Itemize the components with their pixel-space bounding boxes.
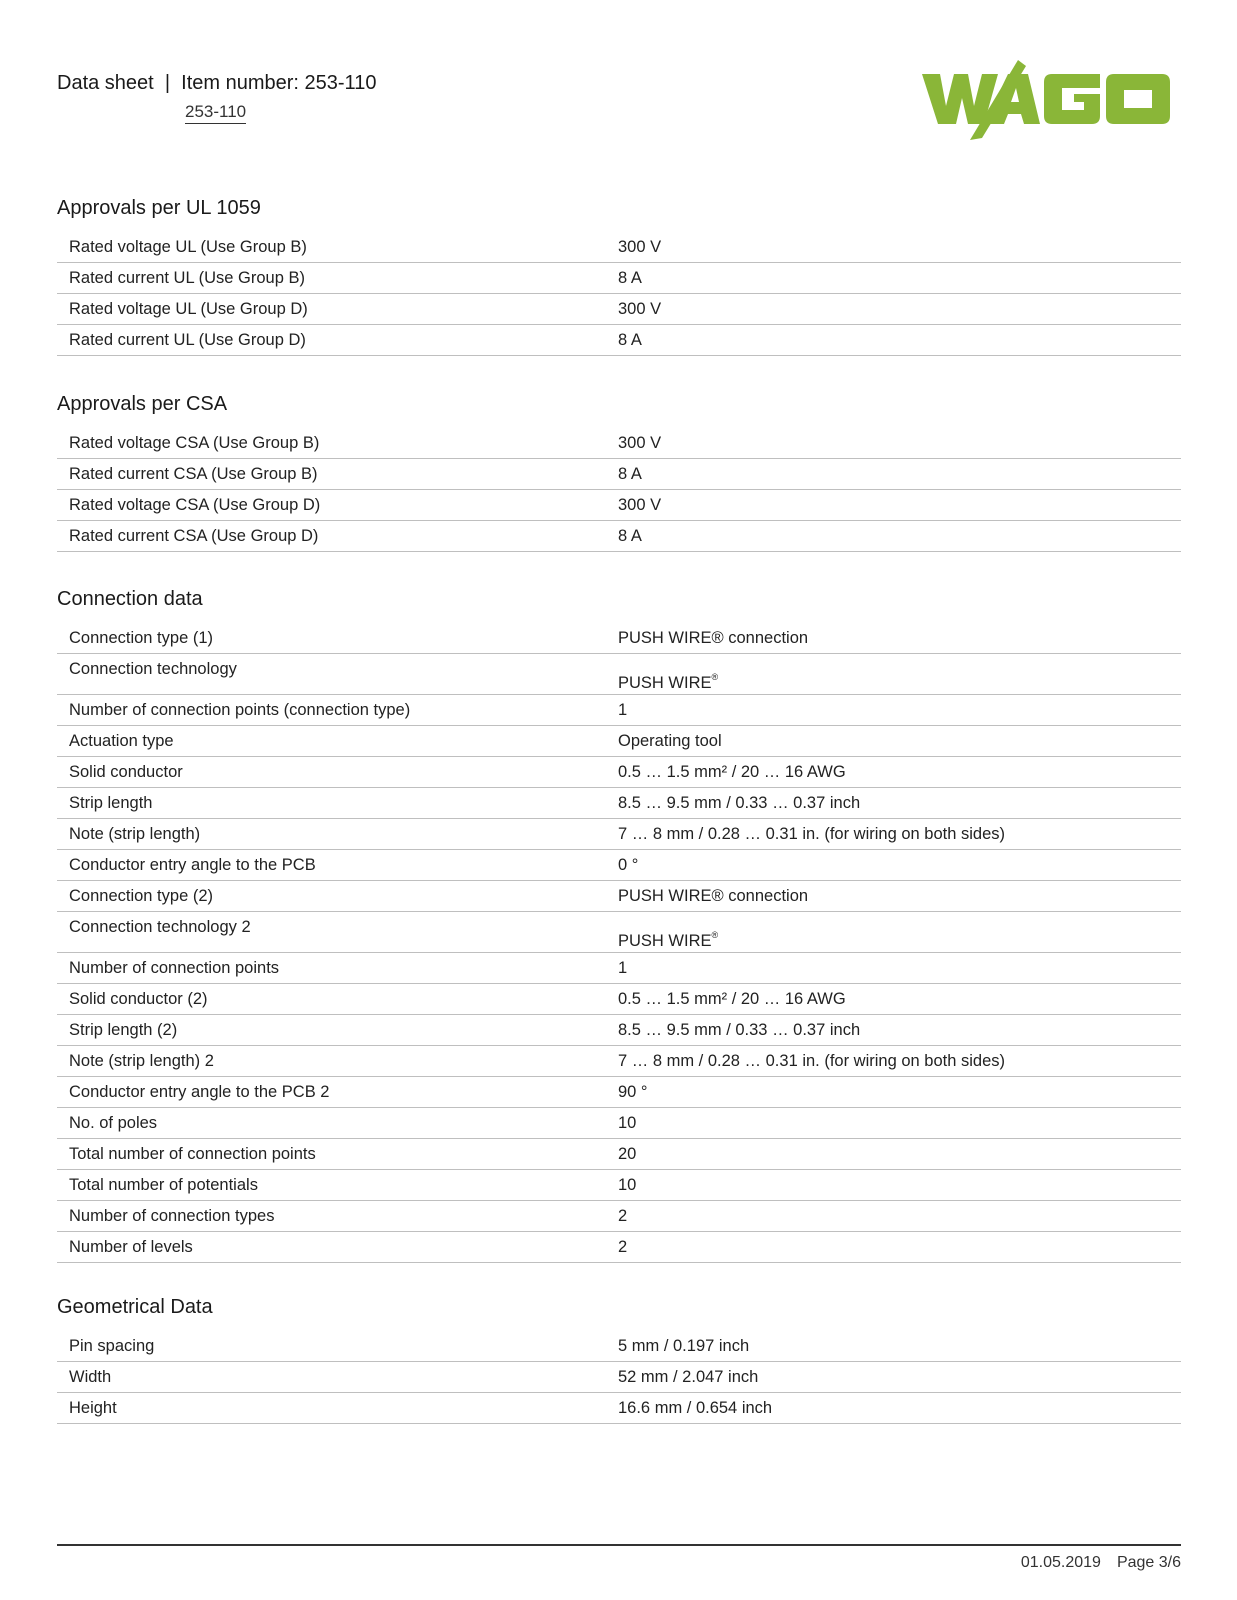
table-row — [57, 1393, 1181, 1424]
section-title: Connection data — [57, 588, 203, 610]
row-label: Connection technology 2 — [69, 918, 251, 936]
row-value: 300 V — [618, 496, 662, 514]
spec-table — [57, 232, 1181, 356]
page-footer — [1021, 1554, 1181, 1572]
section-geometrical-data — [57, 1289, 1181, 1424]
row-label: Rated voltage UL (Use Group D) — [69, 300, 308, 318]
value-text: PUSH WIRE — [618, 674, 712, 692]
row-label: Height — [69, 1399, 117, 1417]
row-value: 7 … 8 mm / 0.28 … 0.31 in. (for wiring on both sides) — [618, 1052, 1006, 1070]
section-title: Geometrical Data — [57, 1296, 213, 1318]
row-label: Number of connection types — [69, 1207, 275, 1225]
row-value: PUSH WIRE® connection — [618, 629, 809, 647]
row-label: Rated current CSA (Use Group D) — [69, 527, 319, 545]
row-label: Connection type (1) — [69, 629, 213, 647]
row-label: Note (strip length) 2 — [69, 1052, 214, 1070]
table-row — [57, 953, 1181, 984]
row-label: Rated voltage UL (Use Group B) — [69, 238, 307, 256]
row-value — [618, 654, 1181, 694]
row-label: Rated voltage CSA (Use Group B) — [69, 434, 320, 452]
row-value: 0.5 … 1.5 mm² / 20 … 16 AWG — [618, 990, 846, 1008]
row-value: Operating tool — [618, 732, 722, 750]
row-value: 10 — [618, 1176, 637, 1194]
row-value: 5 mm / 0.197 inch — [618, 1337, 750, 1355]
row-label: Actuation type — [69, 732, 174, 750]
section-csa-approvals — [57, 386, 1181, 552]
row-label: Number of connection points (connection type) — [69, 701, 411, 719]
row-value: 300 V — [618, 434, 662, 452]
row-value: 2 — [618, 1238, 628, 1256]
table-row — [57, 1077, 1181, 1108]
table-row — [57, 232, 1181, 263]
registered-mark: ® — [711, 672, 719, 682]
row-value: 8 A — [618, 527, 642, 545]
row-value: 8 A — [618, 331, 642, 349]
table-row — [57, 1232, 1181, 1263]
row-value: 0 ° — [618, 856, 639, 874]
table-row — [57, 325, 1181, 356]
table-row — [57, 1331, 1181, 1362]
section-ul-approvals — [57, 190, 1181, 356]
row-value: 8 A — [618, 465, 642, 483]
table-row — [57, 757, 1181, 788]
row-label: Total number of connection points — [69, 1145, 316, 1163]
row-label: Number of levels — [69, 1238, 193, 1256]
table-row — [57, 1015, 1181, 1046]
row-label: Solid conductor — [69, 763, 183, 781]
table-row — [57, 490, 1181, 521]
row-value: 8.5 … 9.5 mm / 0.33 … 0.37 inch — [618, 794, 861, 812]
table-row — [57, 881, 1181, 912]
table-row — [57, 1201, 1181, 1232]
wago-logo — [922, 58, 1176, 144]
spec-table — [57, 623, 1181, 1263]
section-title: Approvals per CSA — [57, 393, 228, 415]
footer-date: 01.05.2019 — [1020, 1554, 1101, 1571]
row-value: 8.5 … 9.5 mm / 0.33 … 0.37 inch — [618, 1021, 861, 1039]
row-label: Strip length — [69, 794, 153, 812]
footer-divider — [57, 1544, 1181, 1546]
page-number: Page 3/6 — [1116, 1554, 1181, 1571]
value-text: PUSH WIRE — [618, 932, 712, 950]
row-label: Rated current UL (Use Group D) — [69, 331, 306, 349]
table-row — [57, 294, 1181, 325]
row-label: Total number of potentials — [69, 1176, 258, 1194]
table-row — [57, 263, 1181, 294]
row-value — [618, 912, 1181, 952]
table-row — [57, 726, 1181, 757]
row-value: 90 ° — [618, 1083, 648, 1101]
table-row — [57, 1139, 1181, 1170]
row-label: Solid conductor (2) — [69, 990, 208, 1008]
page-header — [57, 72, 377, 121]
row-label: Connection technology — [69, 660, 237, 678]
row-label: Pin spacing — [69, 1337, 155, 1355]
row-value: 7 … 8 mm / 0.28 … 0.31 in. (for wiring on both sides) — [618, 825, 1006, 843]
table-row — [57, 695, 1181, 726]
table-row — [57, 1170, 1181, 1201]
row-value: 8 A — [618, 269, 642, 287]
table-row — [57, 428, 1181, 459]
row-value: 20 — [618, 1145, 637, 1163]
table-row — [57, 912, 1181, 953]
table-row — [57, 521, 1181, 552]
spec-table — [57, 1331, 1181, 1424]
table-row — [57, 788, 1181, 819]
row-label: Connection type (2) — [69, 887, 213, 905]
table-row — [57, 623, 1181, 654]
section-title: Approvals per UL 1059 — [57, 197, 261, 219]
section-connection-data — [57, 581, 1181, 1263]
row-label: Note (strip length) — [69, 825, 201, 843]
item-number-link[interactable]: 253-110 — [185, 102, 246, 124]
row-label: Rated current UL (Use Group B) — [69, 269, 305, 287]
row-value: 0.5 … 1.5 mm² / 20 … 16 AWG — [618, 763, 846, 781]
table-row — [57, 984, 1181, 1015]
spec-table — [57, 428, 1181, 552]
row-value: 10 — [618, 1114, 637, 1132]
row-label: Strip length (2) — [69, 1021, 178, 1039]
table-row — [57, 1108, 1181, 1139]
row-label: Number of connection points — [69, 959, 280, 977]
table-row — [57, 459, 1181, 490]
registered-mark: ® — [711, 930, 719, 940]
row-value: 2 — [618, 1207, 628, 1225]
document-title: Data sheet | Item number: 253-110 — [57, 72, 377, 94]
row-value: 300 V — [618, 300, 662, 318]
row-label: Rated voltage CSA (Use Group D) — [69, 496, 321, 514]
row-value: 16.6 mm / 0.654 inch — [618, 1399, 773, 1417]
row-label: Rated current CSA (Use Group B) — [69, 465, 318, 483]
table-row — [57, 654, 1181, 695]
row-value: 1 — [618, 701, 628, 719]
table-row — [57, 819, 1181, 850]
row-value: 300 V — [618, 238, 662, 256]
table-row — [57, 850, 1181, 881]
row-value: 52 mm / 2.047 inch — [618, 1368, 759, 1386]
row-label: Conductor entry angle to the PCB 2 — [69, 1083, 330, 1101]
row-value: PUSH WIRE® connection — [618, 887, 809, 905]
table-row — [57, 1046, 1181, 1077]
row-value: 1 — [618, 959, 628, 977]
table-row — [57, 1362, 1181, 1393]
row-label: Conductor entry angle to the PCB — [69, 856, 316, 874]
row-label: Width — [69, 1368, 112, 1386]
row-label: No. of poles — [69, 1114, 158, 1132]
